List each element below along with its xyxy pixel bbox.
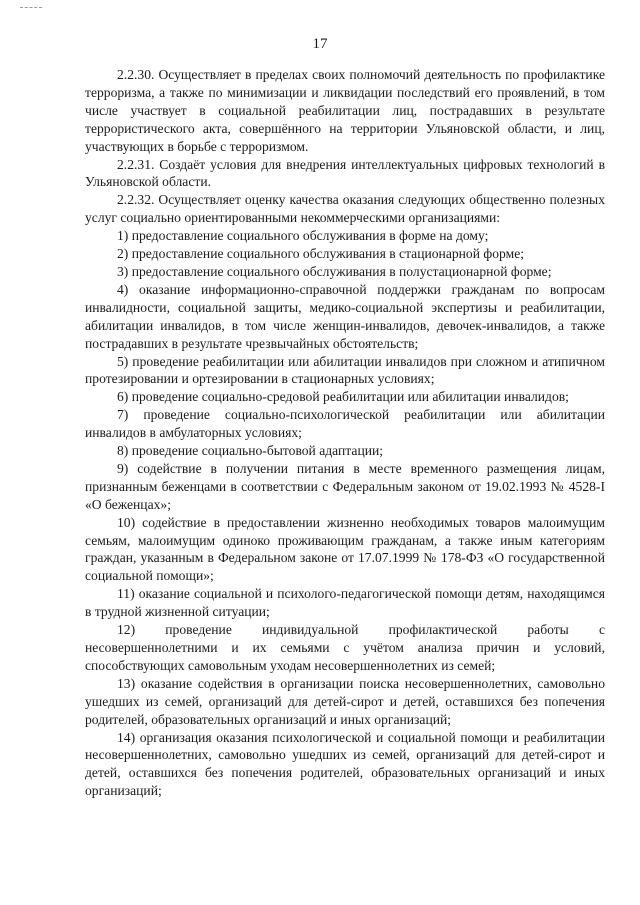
- list-item-12: 12) проведение индивидуальной профилактической работы с несовершеннолетними и их семьями с учётом анализа причин и условий, способствующих самовольным уходам несовершеннолетних из семей;: [85, 622, 605, 673]
- scan-edge-mark: [20, 7, 42, 8]
- list-item-10: 10) содействие в предоставлении жизненно необходимых товаров малоимущим семьям, малоимущим одиноко проживающим гражданам, а также иным категориям граждан, указанным в Федеральном законе от 17.07.1999 № 178-ФЗ «О государственной социальной помощи»;: [85, 514, 605, 584]
- list-item-6: 6) проведение социально-средовой реабилитации или абилитации инвалидов;: [117, 389, 569, 405]
- list-item-5: 5) проведение реабилитации или абилитации инвалидов при сложном и атипичном протезировании и ортезировании в стационарных условиях;: [85, 353, 605, 387]
- paragraph-2-2-30: 2.2.30. Осуществляет в пределах своих полномочий деятельность по профилактике терроризма, а также по минимизации и ликвидации последствий его проявлений, в том числе участвует в социальной реабилитации лиц, пострадавших в результате террористического акта, совершённого на территории Ульяновской области, и лиц, участвующих в борьбе с терроризмом.: [85, 67, 605, 154]
- list-item-1: 1) предоставление социального обслуживания в форме на дому;: [117, 228, 489, 244]
- paragraph-2-2-32: 2.2.32. Осуществляет оценку качества оказания следующих общественно полезных услуг социально ориентированными некоммерческими организациями:: [85, 192, 605, 226]
- list-item-14: 14) организация оказания психологической и социальной помощи и реабилитации несовершеннолетних, самовольно ушедших из семей, организаций для детей-сирот и детей, оставшихся без попечения родителей, образовательных организаций и иных организаций;: [85, 729, 605, 799]
- paragraph-2-2-31: 2.2.31. Создаёт условия для внедрения интеллектуальных цифровых технологий в Ульяновской области.: [85, 156, 605, 190]
- page-number: 17: [312, 36, 328, 52]
- list-item-11: 11) оказание социальной и психолого-педагогической помощи детям, находящимся в трудной жизненной ситуации;: [85, 586, 605, 620]
- list-item-7: 7) проведение социально-психологической реабилитации или абилитации инвалидов в амбулаторных условиях;: [85, 407, 605, 441]
- list-item-2: 2) предоставление социального обслуживания в стационарной форме;: [117, 246, 525, 262]
- list-item-8: 8) проведение социально-бытовой адаптации;: [117, 443, 384, 459]
- list-item-3: 3) предоставление социального обслуживания в полустационарной форме;: [117, 263, 552, 279]
- list-item-13: 13) оказание содействия в организации поиска несовершеннолетних, самовольно ушедших из семей, организаций для детей-сирот и детей, оставшихся без попечения родителей, образовательных организаций и иных организаций;: [85, 675, 605, 727]
- document-body: [85, 66, 605, 800]
- list-item-9: 9) содействие в получении питания в месте временного размещения лицам, признанным беженцами в соответствии с Федеральным законом от 19.02.1993 № 4528-I «О беженцах»;: [85, 460, 605, 512]
- list-item-4: 4) оказание информационно-справочной поддержки гражданам по вопросам инвалидности, социальной защиты, медико-социальной экспертизы и реабилитации, абилитации инвалидов, в том числе женщин-инвалидов, девочек-инвалидов, а также пострадавших в результате чрезвычайных обстоятельств;: [85, 281, 605, 351]
